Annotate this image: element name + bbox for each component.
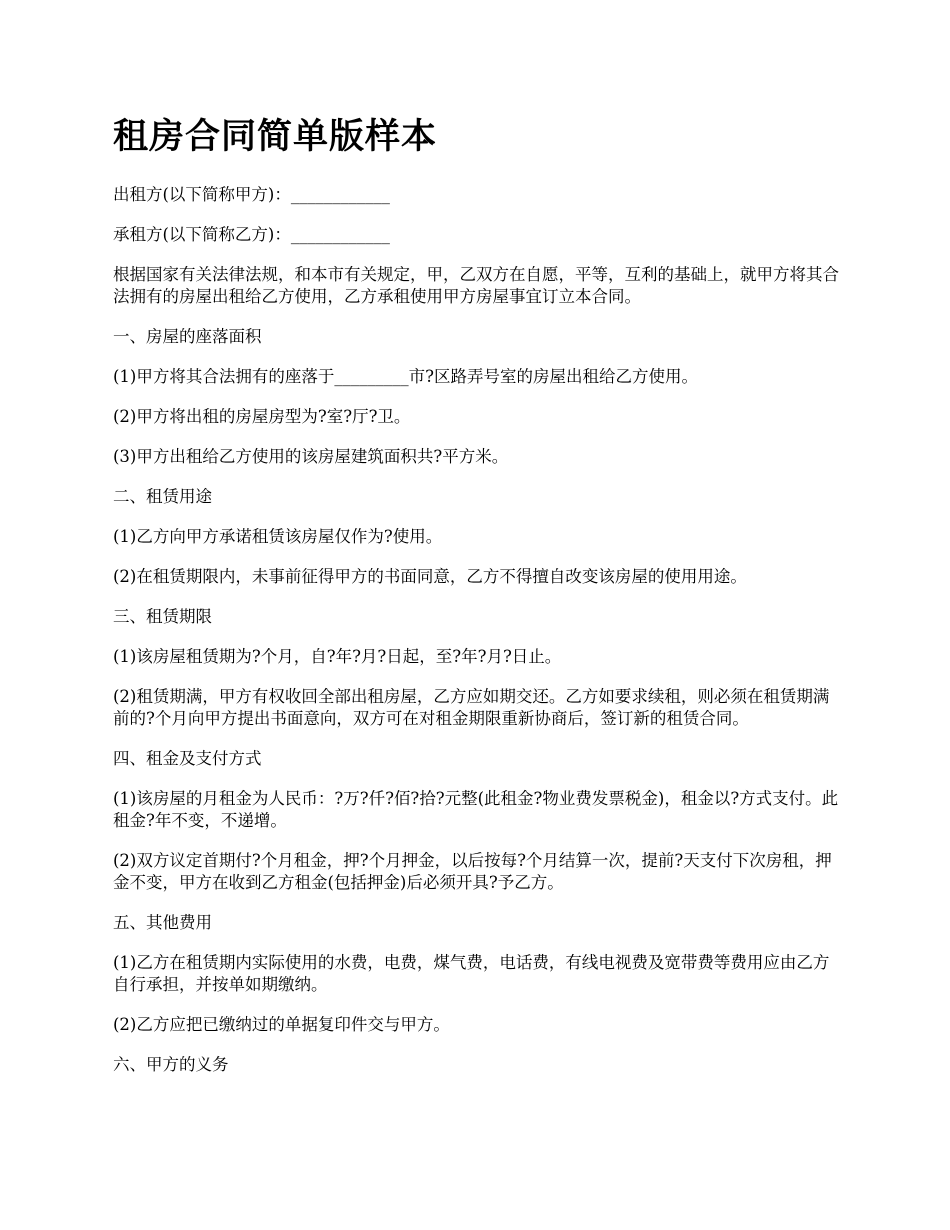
clause-5-1: (1)乙方在租赁期内实际使用的水费，电费，煤气费，电话费，有线电视费及宽带费等费用应由乙方自行承担，并按单如期缴纳。: [113, 953, 830, 994]
section-heading-4: 四、租金及支付方式: [113, 749, 262, 768]
clause-5-2: (2)乙方应把已缴纳过的单据复印件交与甲方。: [113, 1015, 450, 1034]
clause-4-2: (2)双方议定首期付?个月租金，押?个月押金，以后按每?个月结算一次，提前?天支付下次房租，押金不变，甲方在收到乙方租金(包括押金)后必须开具?予乙方。: [113, 851, 832, 892]
clause-2-2: (2)在租赁期限内，未事前征得甲方的书面同意，乙方不得擅自改变该房屋的使用用途。: [113, 567, 747, 586]
clause-1-2: (2)甲方将出租的房屋房型为?室?厅?卫。: [113, 407, 411, 426]
clause-3-1: (1)该房屋租赁期为?个月，自?年?月?日起，至?年?月?日止。: [113, 647, 562, 666]
clause-3-2: (2)租赁期满，甲方有权收回全部出租房屋，乙方应如期交还。乙方如要求续租，则必须在租赁期满前的?个月向甲方提出书面意向，双方可在对租金期限重新协商后，签订新的租赁合同。: [113, 687, 830, 728]
clause-4-1: (1)该房屋的月租金为人民币：?万?仟?佰?拾?元整(此租金?物业费发票税金)，租金以?方式支付。此租金?年不变，不递增。: [113, 789, 839, 830]
clause-1-3: (3)甲方出租给乙方使用的该房屋建筑面积共?平方米。: [113, 447, 509, 466]
clause-1-1: (1)甲方将其合法拥有的座落于_________市?区路弄号室的房屋出租给乙方使用。: [113, 367, 698, 386]
section-heading-5: 五、其他费用: [113, 913, 212, 932]
section-heading-2: 二、租赁用途: [113, 487, 212, 506]
clause-2-1: (1)乙方向甲方承诺租赁该房屋仅作为?使用。: [113, 527, 443, 546]
document-title: 租房合同简单版样本: [113, 116, 438, 157]
document-page: [113, 112, 843, 1094]
party-b-line: 承租方(以下简称乙方)：____________: [113, 225, 390, 244]
party-a-line: 出租方(以下简称甲方)：____________: [113, 185, 390, 204]
section-heading-6: 六、甲方的义务: [113, 1055, 229, 1074]
section-heading-1: 一、房屋的座落面积: [113, 327, 262, 346]
preamble-paragraph: 根据国家有关法律法规，和本市有关规定，甲，乙双方在自愿，平等，互利的基础上，就甲方将其合法拥有的房屋出租给乙方使用，乙方承租使用甲方房屋事宜订立本合同。: [113, 265, 839, 306]
section-heading-3: 三、租赁期限: [113, 607, 212, 626]
